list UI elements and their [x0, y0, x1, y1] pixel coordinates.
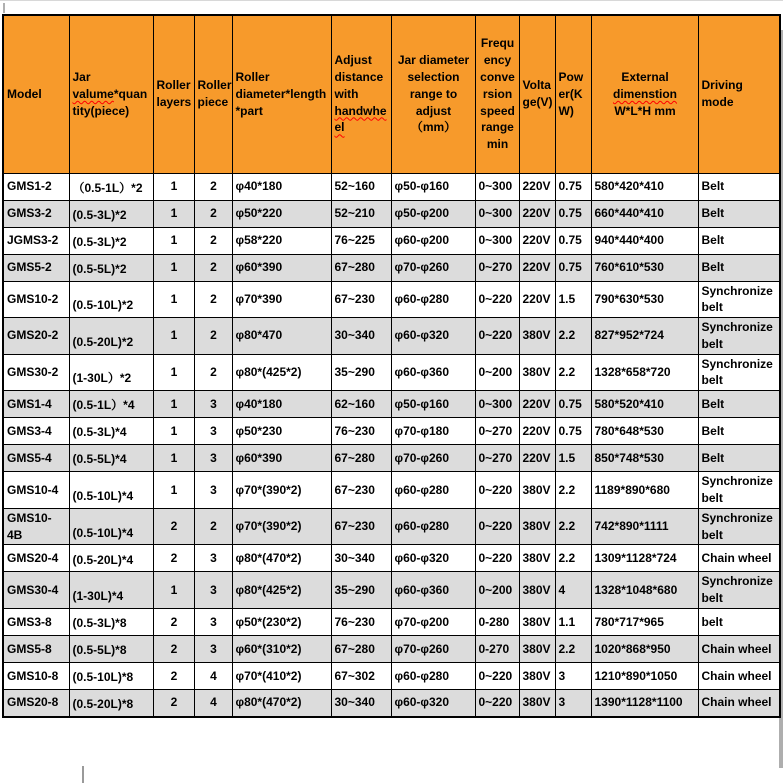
- cell-power: 1.5: [555, 281, 591, 318]
- cell-roller_layers: 1: [153, 227, 194, 254]
- cell-external: 827*952*724: [591, 318, 698, 355]
- cell-roller_diameter: φ58*220: [232, 227, 331, 254]
- cell-roller_layers: 1: [153, 418, 194, 445]
- header-text: Roller layers: [156, 78, 192, 110]
- cell-roller_layers: 1: [153, 318, 194, 355]
- cell-voltage: 380V: [519, 572, 555, 609]
- cell-power: 2.2: [555, 636, 591, 663]
- cell-jar_diameter: φ60-φ360: [391, 354, 475, 391]
- cell-driving: Belt: [698, 227, 780, 254]
- cell-adjust_distance: 76~230: [331, 609, 391, 636]
- cell-driving: Belt: [698, 173, 780, 200]
- cell-adjust_distance: 30~340: [331, 318, 391, 355]
- header-text: Jar: [72, 70, 91, 85]
- cell-roller_diameter: φ50*220: [232, 200, 331, 227]
- table-row: [3, 472, 780, 509]
- table-row: [3, 572, 780, 609]
- cell-external: 1189*890*680: [591, 472, 698, 509]
- cell-voltage: 380V: [519, 663, 555, 690]
- cell-frequency: 0~200: [475, 354, 519, 391]
- cell-roller_piece: 2: [194, 281, 232, 318]
- cell-power: 1.1: [555, 609, 591, 636]
- cell-driving: Belt: [698, 254, 780, 281]
- cell-jar_volume: (0.5-3L)*8: [69, 609, 153, 636]
- cell-frequency: 0~300: [475, 200, 519, 227]
- cell-jar_volume: (0.5-20L)*2: [69, 318, 153, 355]
- cell-roller_layers: 2: [153, 636, 194, 663]
- cell-roller_diameter: φ80*(470*2): [232, 690, 331, 717]
- cell-jar_diameter: φ70-φ260: [391, 254, 475, 281]
- header-text: Frequency conversion speed range min: [480, 36, 515, 152]
- table-row: [3, 391, 780, 418]
- cell-voltage: 380V: [519, 636, 555, 663]
- cell-external: 780*648*530: [591, 418, 698, 445]
- cell-jar_volume: (0.5-3L)*2: [69, 227, 153, 254]
- header-text: Model: [7, 86, 42, 101]
- cell-jar_volume: (0.5-10L)*4: [69, 508, 153, 545]
- cell-frequency: 0~300: [475, 173, 519, 200]
- cell-power: 0.75: [555, 254, 591, 281]
- cell-driving: Belt: [698, 391, 780, 418]
- cell-driving: Synchronize belt: [698, 572, 780, 609]
- cell-jar_volume: (0.5-10L)*8: [69, 663, 153, 690]
- cell-driving: Synchronize belt: [698, 318, 780, 355]
- cell-roller_piece: 2: [194, 200, 232, 227]
- cell-voltage: 220V: [519, 227, 555, 254]
- cell-roller_diameter: φ80*(425*2): [232, 354, 331, 391]
- cell-model: GMS10-4: [3, 472, 69, 509]
- cell-adjust_distance: 52~210: [331, 200, 391, 227]
- cell-adjust_distance: 67~302: [331, 663, 391, 690]
- cell-roller_layers: 1: [153, 173, 194, 200]
- cell-jar_diameter: φ60-φ320: [391, 318, 475, 355]
- table-row: [3, 281, 780, 318]
- cell-driving: Chain wheel: [698, 545, 780, 572]
- col-header-voltage: [519, 15, 555, 173]
- cell-external: 940*440*400: [591, 227, 698, 254]
- cell-voltage: 220V: [519, 281, 555, 318]
- table-row: [3, 545, 780, 572]
- header-text: Adjust distance with: [334, 53, 384, 101]
- table-row: [3, 254, 780, 281]
- cell-driving: Synchronize belt: [698, 281, 780, 318]
- cell-driving: Synchronize belt: [698, 354, 780, 391]
- cell-roller_layers: 2: [153, 609, 194, 636]
- table-row: [3, 227, 780, 254]
- specification-table: [2, 14, 781, 718]
- gridline-artifact-top: [0, 0, 783, 1]
- cell-model: GMS30-2: [3, 354, 69, 391]
- cell-roller_piece: 2: [194, 227, 232, 254]
- cell-external: 580*520*410: [591, 391, 698, 418]
- cell-frequency: 0-280: [475, 609, 519, 636]
- cell-external: 1328*1048*680: [591, 572, 698, 609]
- header-text: *quantity(piece): [72, 86, 148, 118]
- cell-adjust_distance: 52~160: [331, 173, 391, 200]
- cell-roller_diameter: φ50*230: [232, 418, 331, 445]
- cell-roller_layers: 2: [153, 508, 194, 545]
- cell-driving: Belt: [698, 200, 780, 227]
- cell-roller_diameter: φ60*(310*2): [232, 636, 331, 663]
- cell-adjust_distance: 67~280: [331, 254, 391, 281]
- cell-jar_diameter: φ50-φ160: [391, 391, 475, 418]
- cell-jar_diameter: φ60-φ320: [391, 545, 475, 572]
- cell-roller_layers: 1: [153, 254, 194, 281]
- cell-jar_volume: (0.5-10L)*2: [69, 281, 153, 318]
- cell-jar_diameter: φ50-φ160: [391, 173, 475, 200]
- misspelled-word: dimenstion: [612, 86, 677, 101]
- cell-driving: Synchronize belt: [698, 472, 780, 509]
- cell-roller_piece: 3: [194, 572, 232, 609]
- col-header-power: [555, 15, 591, 173]
- cell-jar_volume: (0.5-3L)*4: [69, 418, 153, 445]
- cell-jar_diameter: φ60-φ360: [391, 572, 475, 609]
- cell-voltage: 380V: [519, 354, 555, 391]
- header-text: Roller diameter*length*part: [235, 70, 327, 118]
- cell-external: 580*420*410: [591, 173, 698, 200]
- cell-power: 4: [555, 572, 591, 609]
- cell-model: JGMS3-2: [3, 227, 69, 254]
- cell-external: 1328*658*720: [591, 354, 698, 391]
- header-text: Power(KW): [558, 70, 584, 118]
- cell-roller_layers: 2: [153, 663, 194, 690]
- cell-voltage: 220V: [519, 391, 555, 418]
- cell-driving: Synchronize belt: [698, 508, 780, 545]
- cell-roller_layers: 1: [153, 472, 194, 509]
- cell-power: 2.2: [555, 354, 591, 391]
- cell-adjust_distance: 62~160: [331, 391, 391, 418]
- header-row: [3, 15, 780, 173]
- table-row: [3, 663, 780, 690]
- table-row: [3, 445, 780, 472]
- cell-jar_diameter: φ60-φ280: [391, 281, 475, 318]
- cell-roller_diameter: φ40*180: [232, 391, 331, 418]
- misspelled-word: handwheel: [334, 103, 387, 135]
- cell-jar_volume: (0.5-5L)*8: [69, 636, 153, 663]
- cell-jar_volume: (0.5-20L)*4: [69, 545, 153, 572]
- cell-adjust_distance: 67~280: [331, 636, 391, 663]
- cell-roller_piece: 3: [194, 418, 232, 445]
- cell-voltage: 380V: [519, 472, 555, 509]
- cell-jar_diameter: φ60-φ280: [391, 663, 475, 690]
- cell-driving: Chain wheel: [698, 690, 780, 717]
- cell-model: GMS20-4: [3, 545, 69, 572]
- cell-frequency: 0~220: [475, 690, 519, 717]
- cell-model: GMS3-4: [3, 418, 69, 445]
- cell-jar_volume: (0.5-10L)*4: [69, 472, 153, 509]
- cell-external: 790*630*530: [591, 281, 698, 318]
- cell-roller_diameter: φ80*(425*2): [232, 572, 331, 609]
- cell-frequency: 0~270: [475, 445, 519, 472]
- cell-roller_piece: 3: [194, 445, 232, 472]
- cell-roller_layers: 2: [153, 690, 194, 717]
- cell-power: 0.75: [555, 391, 591, 418]
- cell-model: GMS1-4: [3, 391, 69, 418]
- cell-roller_piece: 2: [194, 318, 232, 355]
- table-row: [3, 609, 780, 636]
- cell-frequency: 0~220: [475, 318, 519, 355]
- col-header-model: [3, 15, 69, 173]
- cell-roller_diameter: φ70*(410*2): [232, 663, 331, 690]
- table-row: [3, 508, 780, 545]
- cell-voltage: 380V: [519, 609, 555, 636]
- cell-roller_piece: 2: [194, 254, 232, 281]
- cell-adjust_distance: 67~230: [331, 508, 391, 545]
- cell-jar_volume: （0.5-1L）*2: [69, 173, 153, 200]
- col-header-roller_piece: [194, 15, 232, 173]
- cell-jar_volume: (0.5-5L)*2: [69, 254, 153, 281]
- table-body: [3, 173, 780, 717]
- cell-external: 1390*1128*1100: [591, 690, 698, 717]
- table-row: [3, 173, 780, 200]
- cell-driving: Chain wheel: [698, 636, 780, 663]
- cell-roller_layers: 1: [153, 572, 194, 609]
- header-text: External: [621, 70, 669, 85]
- cell-roller_piece: 3: [194, 545, 232, 572]
- cell-model: GMS20-2: [3, 318, 69, 355]
- cell-roller_piece: 3: [194, 636, 232, 663]
- cell-power: 0.75: [555, 227, 591, 254]
- header-text: Driving mode: [701, 78, 743, 110]
- cell-jar_volume: (1-30L）*2: [69, 354, 153, 391]
- cell-model: GMS5-8: [3, 636, 69, 663]
- cell-power: 2.2: [555, 472, 591, 509]
- cell-jar_diameter: φ60-φ280: [391, 472, 475, 509]
- header-text: Roller piece: [197, 78, 232, 110]
- cell-frequency: 0~300: [475, 227, 519, 254]
- cell-jar_diameter: φ60-φ280: [391, 508, 475, 545]
- cell-roller_layers: 1: [153, 281, 194, 318]
- cell-adjust_distance: 35~290: [331, 572, 391, 609]
- cell-frequency: 0~270: [475, 418, 519, 445]
- table-row: [3, 200, 780, 227]
- cell-external: 780*717*965: [591, 609, 698, 636]
- cell-power: 0.75: [555, 173, 591, 200]
- table-row: [3, 318, 780, 355]
- cell-model: GMS10-2: [3, 281, 69, 318]
- cell-model: GMS10-8: [3, 663, 69, 690]
- cell-jar_diameter: φ70-φ200: [391, 609, 475, 636]
- cell-adjust_distance: 35~290: [331, 354, 391, 391]
- cell-model: GMS30-4: [3, 572, 69, 609]
- cell-driving: belt: [698, 609, 780, 636]
- cell-roller_piece: 4: [194, 690, 232, 717]
- table-row: [3, 418, 780, 445]
- cell-external: 760*610*530: [591, 254, 698, 281]
- cell-roller_diameter: φ70*390: [232, 281, 331, 318]
- cell-roller_diameter: φ60*390: [232, 254, 331, 281]
- cell-voltage: 220V: [519, 445, 555, 472]
- cell-model: GMS5-2: [3, 254, 69, 281]
- cell-jar_diameter: φ60-φ200: [391, 227, 475, 254]
- cell-external: 1210*890*1050: [591, 663, 698, 690]
- header-text: Voltage(V): [522, 78, 553, 110]
- table-row: [3, 690, 780, 717]
- cell-roller_layers: 1: [153, 391, 194, 418]
- cell-voltage: 380V: [519, 690, 555, 717]
- cell-jar_volume: (0.5-1L）*4: [69, 391, 153, 418]
- cell-frequency: 0~220: [475, 508, 519, 545]
- cell-adjust_distance: 67~280: [331, 445, 391, 472]
- header-text: W*L*H mm: [614, 103, 676, 118]
- cell-driving: Chain wheel: [698, 663, 780, 690]
- cell-voltage: 380V: [519, 545, 555, 572]
- cell-model: GMS3-8: [3, 609, 69, 636]
- cell-voltage: 220V: [519, 173, 555, 200]
- cell-jar_volume: (0.5-20L)*8: [69, 690, 153, 717]
- cell-adjust_distance: 67~230: [331, 472, 391, 509]
- cell-roller_diameter: φ70*(390*2): [232, 472, 331, 509]
- cell-power: 1.5: [555, 445, 591, 472]
- cell-driving: Belt: [698, 418, 780, 445]
- cell-power: 2.2: [555, 545, 591, 572]
- cell-model: GMS1-2: [3, 173, 69, 200]
- cell-adjust_distance: 76~230: [331, 418, 391, 445]
- cell-roller_layers: 1: [153, 354, 194, 391]
- cell-power: 2.2: [555, 318, 591, 355]
- cell-roller_diameter: φ60*390: [232, 445, 331, 472]
- col-header-external: [591, 15, 698, 173]
- cell-roller_piece: 2: [194, 173, 232, 200]
- cell-jar_volume: (0.5-3L)*2: [69, 200, 153, 227]
- gridline-artifact-bottomleft: [82, 766, 84, 783]
- cell-frequency: 0~300: [475, 391, 519, 418]
- cell-roller_piece: 4: [194, 663, 232, 690]
- cell-roller_piece: 3: [194, 609, 232, 636]
- cell-roller_diameter: φ80*(470*2): [232, 545, 331, 572]
- cell-voltage: 220V: [519, 200, 555, 227]
- cell-frequency: 0-270: [475, 636, 519, 663]
- cell-voltage: 220V: [519, 254, 555, 281]
- table-row: [3, 636, 780, 663]
- cell-roller_diameter: φ50*(230*2): [232, 609, 331, 636]
- cell-roller_piece: 3: [194, 472, 232, 509]
- col-header-adjust_distance: [331, 15, 391, 173]
- cell-roller_layers: 1: [153, 445, 194, 472]
- cell-jar_volume: (1-30L)*4: [69, 572, 153, 609]
- col-header-roller_diameter: [232, 15, 331, 173]
- cell-voltage: 220V: [519, 418, 555, 445]
- cell-roller_diameter: φ40*180: [232, 173, 331, 200]
- cell-adjust_distance: 76~225: [331, 227, 391, 254]
- header-text: Jar diameter selection range to adjust （mm）: [397, 53, 470, 135]
- cell-frequency: 0~220: [475, 472, 519, 509]
- cell-external: 850*748*530: [591, 445, 698, 472]
- cell-adjust_distance: 67~230: [331, 281, 391, 318]
- cell-adjust_distance: 30~340: [331, 690, 391, 717]
- col-header-roller_layers: [153, 15, 194, 173]
- misspelled-word: valume: [72, 86, 114, 101]
- cell-jar_volume: (0.5-5L)*4: [69, 445, 153, 472]
- cell-roller_piece: 2: [194, 354, 232, 391]
- cell-power: 2.2: [555, 508, 591, 545]
- gridline-artifact-topleft: [3, 3, 5, 13]
- cell-roller_layers: 2: [153, 545, 194, 572]
- cell-voltage: 380V: [519, 508, 555, 545]
- col-header-jar_diameter: [391, 15, 475, 173]
- cell-power: 0.75: [555, 200, 591, 227]
- cell-frequency: 0~270: [475, 254, 519, 281]
- cell-jar_diameter: φ70-φ180: [391, 418, 475, 445]
- cell-jar_diameter: φ50-φ200: [391, 200, 475, 227]
- col-header-frequency: [475, 15, 519, 173]
- cell-roller_diameter: φ80*470: [232, 318, 331, 355]
- cell-frequency: 0~200: [475, 572, 519, 609]
- cell-power: 0.75: [555, 418, 591, 445]
- cell-roller_piece: 3: [194, 391, 232, 418]
- cell-driving: Belt: [698, 445, 780, 472]
- cell-jar_diameter: φ70-φ260: [391, 445, 475, 472]
- cell-external: 1309*1128*724: [591, 545, 698, 572]
- cell-roller_layers: 1: [153, 200, 194, 227]
- cell-roller_piece: 2: [194, 508, 232, 545]
- cell-external: 660*440*410: [591, 200, 698, 227]
- cell-model: GMS3-2: [3, 200, 69, 227]
- cell-roller_diameter: φ70*(390*2): [232, 508, 331, 545]
- cell-external: 1020*868*950: [591, 636, 698, 663]
- cell-frequency: 0~220: [475, 281, 519, 318]
- cell-power: 3: [555, 663, 591, 690]
- cell-frequency: 0~220: [475, 545, 519, 572]
- cell-jar_diameter: φ60-φ320: [391, 690, 475, 717]
- cell-voltage: 380V: [519, 318, 555, 355]
- col-header-driving: [698, 15, 780, 173]
- cell-jar_diameter: φ70-φ260: [391, 636, 475, 663]
- col-header-jar_volume: [69, 15, 153, 173]
- cell-model: GMS20-8: [3, 690, 69, 717]
- cell-model: GMS5-4: [3, 445, 69, 472]
- cell-model: GMS10-4B: [3, 508, 69, 545]
- table-row: [3, 354, 780, 391]
- cell-power: 3: [555, 690, 591, 717]
- cell-frequency: 0~220: [475, 663, 519, 690]
- cell-external: 742*890*1111: [591, 508, 698, 545]
- cell-adjust_distance: 30~340: [331, 545, 391, 572]
